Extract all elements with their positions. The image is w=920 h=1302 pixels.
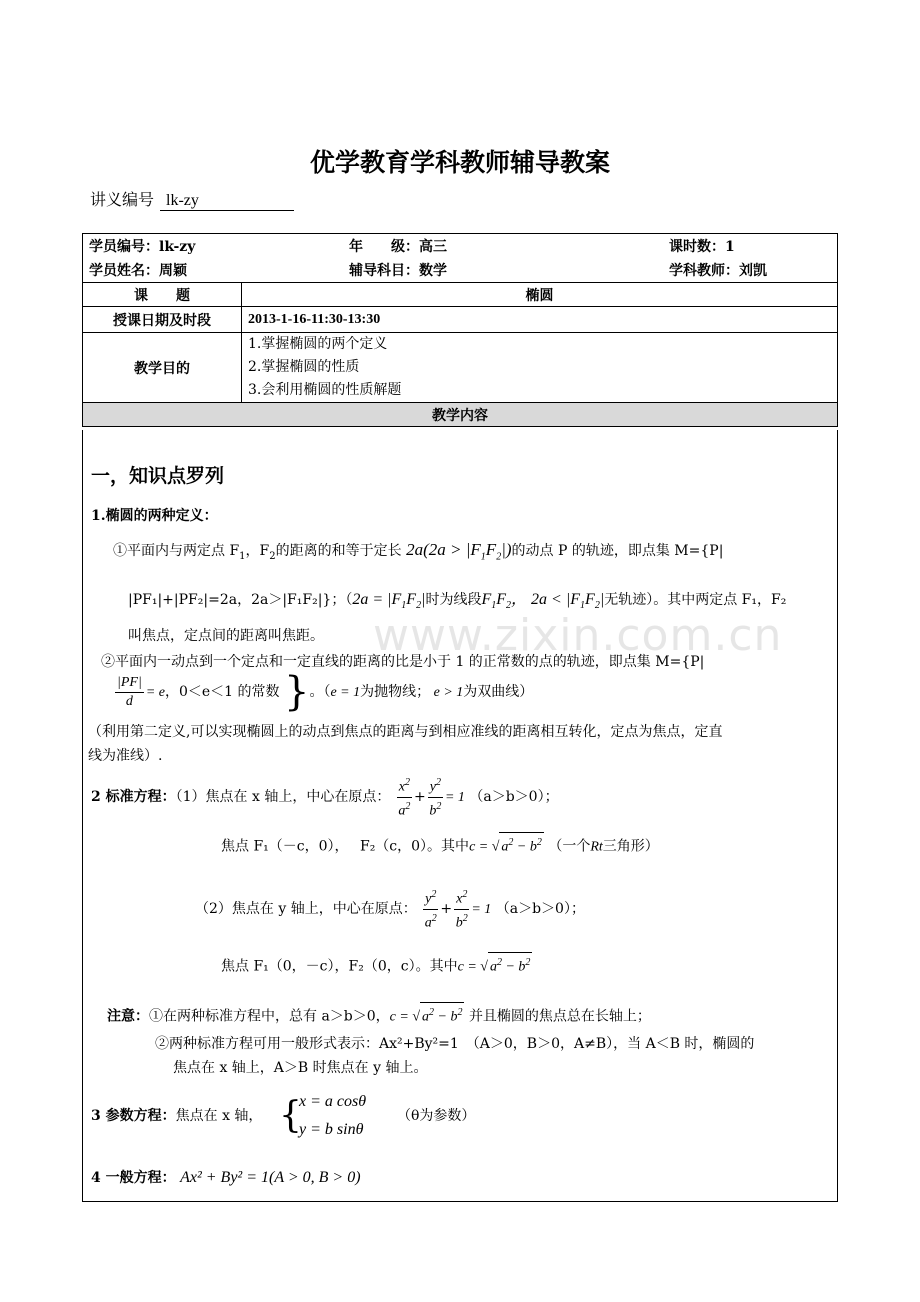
def1-formula: $2a = |F_1F_2|$ [352,591,426,612]
definition-1-line1: ①平面内与两定点 $F_1$，$F_2$的距离的和等于定长 $2a(2a > |F_1F_2|)$的动点 P 的轨迹，即点集 M={P| [113,540,724,563]
right-brace: } [284,669,310,715]
attention-text: ①在两种标准方程中，总有 a＞b＞0， [149,1008,390,1025]
x2-over-b2: $\frac{x^2}{b^2}$ [454,886,469,932]
std1-foci-tail2: 三角形） [602,838,659,855]
student-id: lk-zy [159,239,196,255]
subject: 数学 [419,263,447,279]
general-equation [91,1168,361,1188]
param-x: x = a cosθ [299,1093,367,1110]
attention-line1: 注意：①在两种标准方程中，总有 a＞b＞0，c = √ $a^2 - b^2$ 并且椭圆的焦点总在长轴上； [107,1002,651,1028]
std1-condition: （a＞b＞0）； [469,789,559,806]
std2-foci-text: 焦点 F₁（0，－c），F₂（0，c）。其中 [221,958,458,975]
doc-number [90,187,294,211]
content-header: 教学内容 [83,403,838,427]
param-y: y = b sinθ [299,1121,364,1138]
def2-text: 。（ [309,684,331,700]
teacher: 刘凯 [739,263,767,279]
std1-text: （1）焦点在 x 轴上，中心在原点： [175,789,391,806]
goals-label: 教学目的 [83,333,242,403]
item3-title: 3 参数方程： [91,1108,176,1124]
def1-text: ，F [245,543,270,559]
item4-title: 4 一般方程： [91,1170,176,1186]
topic-label: 课 题 [83,283,242,307]
def1-text: 的距离的和等于定长 [275,543,402,559]
attention-text: 并且椭圆的焦点总在长轴上； [468,1008,651,1025]
definition-1-line2 [128,590,786,616]
teaching-content [82,430,838,1202]
def1-text: 无轨迹）。其中两定点 F₁，F₂ [604,592,787,608]
attention-line2: ②两种标准方程可用一般形式表示：Ax²+By²=1 （A＞0，B＞0，A≠B），当 A＜B 时，椭圆的 [155,1036,755,1052]
doc-number-value: lk-zy [160,192,294,211]
def2-text: ，0＜e＜1 的常数 [164,684,280,700]
student-header-cell [83,234,838,283]
standard-equation-1: 2 标准方程：（1）焦点在 x 轴上，中心在原点： $\frac{x^2}{a^2}$ + $\frac{y^2}{b^2}$ = 1 （a＞b＞0）； [91,774,559,820]
hours: 1 [725,239,735,255]
pf-over-d-fraction: $\frac{|PF|}{d}$ [117,674,142,709]
standard-equation-2: （2）焦点在 y 轴上，中心在原点： $\frac{y^2}{a^2}$ + $\frac{x^2}{b^2}$ = 1 （a＞b＞0）； [195,886,585,932]
y2-over-a2: $\frac{y^2}{a^2}$ [423,886,438,932]
goal-item: 2.掌握椭圆的性质 [248,359,360,375]
item1-title: 1.椭圆的两种定义： [91,508,218,524]
def1-formula: $2a(2a > |F_1F_2|)$ [406,540,512,563]
std2-condition: （a＞b＞0）； [495,901,585,918]
attention-line3: 焦点在 x 轴上，A＞B 时焦点在 y 轴上。 [173,1060,428,1076]
goal-item: 3.会利用椭圆的性质解题 [248,382,402,398]
teacher-label: 学科教师： [669,263,739,279]
grade: 高三 [419,239,447,255]
item2-title: 2 标准方程： [91,789,176,806]
doc-number-label: 讲义编号 [90,190,155,209]
x2-over-a2: $\frac{x^2}{a^2}$ [397,774,412,820]
lesson-info-table [82,233,838,427]
page-title: 优学教育学科教师辅导教案 [309,148,610,177]
date-label: 授课日期及时段 [83,307,242,333]
definition-1-line3: 叫焦点，定点间的距离叫焦距。 [128,628,324,644]
student-name: 周颖 [159,263,187,279]
def1-text: |PF₁|+|PF₂|=2a，2a＞|F₁F₂|}；（ [128,592,353,608]
student-name-label: 学员姓名： [89,263,159,279]
param-note: （θ为参数） [397,1108,476,1124]
note-line1: （利用第二定义,可以实现椭圆上的动点到焦点的距离与到相应准线的距离相互转化，定点为焦点，定直 [88,724,723,740]
general-eq: Ax² + By² = 1(A > 0, B > 0) [180,1169,361,1186]
definition-2-line2: $\frac{|PF|}{d}$ = e，0＜e＜1 的常数 }。（e = 1为抛物线； e > 1为双曲线） [117,669,534,715]
left-brace: { [279,1095,302,1136]
std1-foci-text: 焦点 F₁（－c，0）， F₂（c，0）。其中 [221,838,470,855]
goals-list [242,333,838,403]
topic-value: 椭圆 [242,283,838,307]
def1-text: 的动点 P 的轨迹，即点集 M={P| [511,543,724,559]
def2-text: 为抛物线； [360,684,431,700]
note-line2: 线为准线）. [88,748,163,764]
standard-equation-2-foci: 焦点 F₁（0，－c），F₂（0，c）。其中c = √ $a^2 - b^2$ [221,952,532,978]
param-text: 焦点在 x 轴， [175,1108,263,1124]
definition-2-line1: ②平面内一动点到一个定点和一定直线的距离的比是小于 1 的正常数的点的轨迹，即点集 M={P| [101,654,705,670]
grade-label: 年 级： [349,239,419,255]
goal-item: 1.掌握椭圆的两个定义 [248,336,388,352]
hours-label: 课时数： [669,239,725,255]
subject-label: 辅导科目： [349,263,419,279]
section-heading: 一，知识点罗列 [91,465,225,487]
def1-formula: $F_1F_2$， $2a < |F_1F_2|$ [481,591,605,612]
attention-label: 注意： [107,1008,149,1025]
def1-text: 时为线段 [425,592,482,608]
student-id-label: 学员编号： [89,239,159,255]
def1-text: ①平面内与两定点 F [113,543,240,559]
def2-text: 为双曲线） [463,684,534,700]
watermark: www.zixin.com.cn [373,610,783,661]
std2-text: （2）焦点在 y 轴上，中心在原点： [195,901,417,918]
date-value: 2013-1-16-11:30-13:30 [242,307,838,333]
parametric-equation [91,1106,262,1126]
y2-over-b2: $\frac{y^2}{b^2}$ [428,774,443,820]
standard-equation-1-foci: 焦点 F₁（－c，0）， F₂（c，0）。其中c = √ $a^2 - b^2$ （一个Rt三角形） [221,832,659,858]
std1-foci-tail: （一个 [548,838,591,855]
